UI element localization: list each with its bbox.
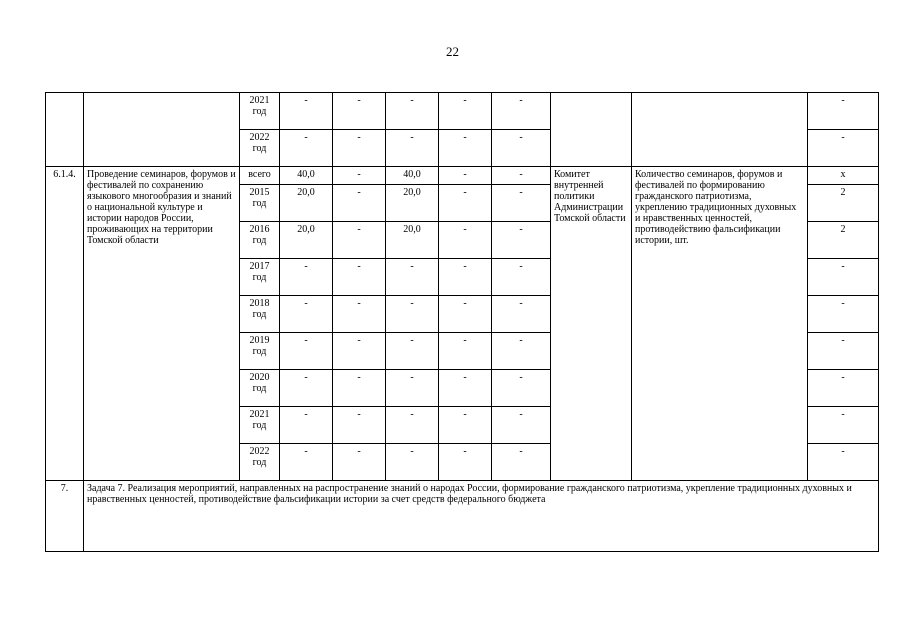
cell-c3: -: [386, 444, 439, 481]
cell-c4: -: [439, 185, 492, 222]
cell-c2: -: [333, 222, 386, 259]
cell-c3: -: [386, 370, 439, 407]
cell-c5: -: [492, 296, 551, 333]
cell-c2: -: [333, 130, 386, 167]
cell-c2: -: [333, 296, 386, 333]
indicator-value-cell: -: [808, 407, 879, 444]
cell-c5: -: [492, 333, 551, 370]
cell-c3: -: [386, 296, 439, 333]
cell-c3: 40,0: [386, 167, 439, 185]
cell-c2: -: [333, 444, 386, 481]
task-text: Задача 7. Реализация мероприятий, направленных на распространение знаний о народах России, формирование гражданского патриотизма, укрепление традиционных духовных и нравственных ценностей, противодействие фальсификации истории за счет средств федерального бюджета: [84, 481, 879, 552]
year-cell: 2018 год: [240, 296, 280, 333]
indicator-value-cell: -: [808, 130, 879, 167]
cell-total: -: [280, 93, 333, 130]
year-cell: 2022 год: [240, 444, 280, 481]
cell-c2: -: [333, 167, 386, 185]
year-cell: 2017 год: [240, 259, 280, 296]
year-cell: 2020 год: [240, 370, 280, 407]
cell-total: 40,0: [280, 167, 333, 185]
indicator-value-cell: -: [808, 296, 879, 333]
cell-c2: -: [333, 93, 386, 130]
cell-c3: -: [386, 259, 439, 296]
indicator-value-cell: 2: [808, 185, 879, 222]
name-cell-empty: [84, 93, 240, 167]
cell-total: 20,0: [280, 222, 333, 259]
cell-c4: -: [439, 444, 492, 481]
cell-c3: -: [386, 333, 439, 370]
cell-total: -: [280, 130, 333, 167]
cell-c5: -: [492, 185, 551, 222]
cell-c2: -: [333, 259, 386, 296]
cell-c4: -: [439, 93, 492, 130]
cell-c5: -: [492, 444, 551, 481]
cell-c4: -: [439, 296, 492, 333]
cell-c4: -: [439, 407, 492, 444]
cell-c5: -: [492, 167, 551, 185]
year-cell: 2016 год: [240, 222, 280, 259]
cell-c4: -: [439, 130, 492, 167]
year-cell: 2019 год: [240, 333, 280, 370]
cell-c2: -: [333, 333, 386, 370]
cell-c5: -: [492, 93, 551, 130]
task-number: 7.: [46, 481, 84, 552]
year-cell: 2021 год: [240, 407, 280, 444]
cell-total: -: [280, 296, 333, 333]
executor-cell-empty: [551, 93, 632, 167]
program-table: [45, 92, 879, 552]
table-row: [46, 93, 879, 130]
cell-c5: -: [492, 222, 551, 259]
cell-c5: -: [492, 407, 551, 444]
cell-total: 20,0: [280, 185, 333, 222]
cell-total: -: [280, 444, 333, 481]
page-number: 22: [446, 44, 459, 59]
cell-c5: -: [492, 130, 551, 167]
item-indicator-name: Количество семинаров, форумов и фестивалей по формированию гражданского патриотизма, укреплению традиционных духовных и нравственных ценностей, противодействию фальсификации истории, шт.: [632, 167, 808, 481]
year-cell: 2021 год: [240, 93, 280, 130]
year-cell: 2022 год: [240, 130, 280, 167]
year-cell: всего: [240, 167, 280, 185]
cell-c5: -: [492, 370, 551, 407]
item-executor: Комитет внутренней политики Администрации Томской области: [551, 167, 632, 481]
indicator-value-cell: 2: [808, 222, 879, 259]
indicator-value-cell: -: [808, 259, 879, 296]
item-number: 6.1.4.: [46, 167, 84, 481]
indicator-name-cell-empty: [632, 93, 808, 167]
cell-c4: -: [439, 259, 492, 296]
indicator-value-cell: -: [808, 370, 879, 407]
cell-c2: -: [333, 185, 386, 222]
cell-c3: 20,0: [386, 185, 439, 222]
number-cell-empty: [46, 93, 84, 167]
task-row: [46, 481, 879, 552]
table-row: [46, 167, 879, 185]
item-name: Проведение семинаров, форумов и фестивалей по сохранению языкового многообразия и знаний о национальной культуре и истории народов России, проживающих на территории Томской области: [84, 167, 240, 481]
cell-total: -: [280, 407, 333, 444]
indicator-value-cell: х: [808, 167, 879, 185]
year-cell: 2015 год: [240, 185, 280, 222]
cell-c3: -: [386, 130, 439, 167]
cell-c5: -: [492, 259, 551, 296]
indicator-value-cell: -: [808, 333, 879, 370]
indicator-value-cell: -: [808, 444, 879, 481]
cell-total: -: [280, 370, 333, 407]
cell-total: -: [280, 259, 333, 296]
cell-c4: -: [439, 167, 492, 185]
cell-c4: -: [439, 222, 492, 259]
cell-c4: -: [439, 333, 492, 370]
cell-c2: -: [333, 407, 386, 444]
cell-total: -: [280, 333, 333, 370]
cell-c3: 20,0: [386, 222, 439, 259]
cell-c4: -: [439, 370, 492, 407]
indicator-value-cell: -: [808, 93, 879, 130]
cell-c2: -: [333, 370, 386, 407]
cell-c3: -: [386, 93, 439, 130]
cell-c3: -: [386, 407, 439, 444]
